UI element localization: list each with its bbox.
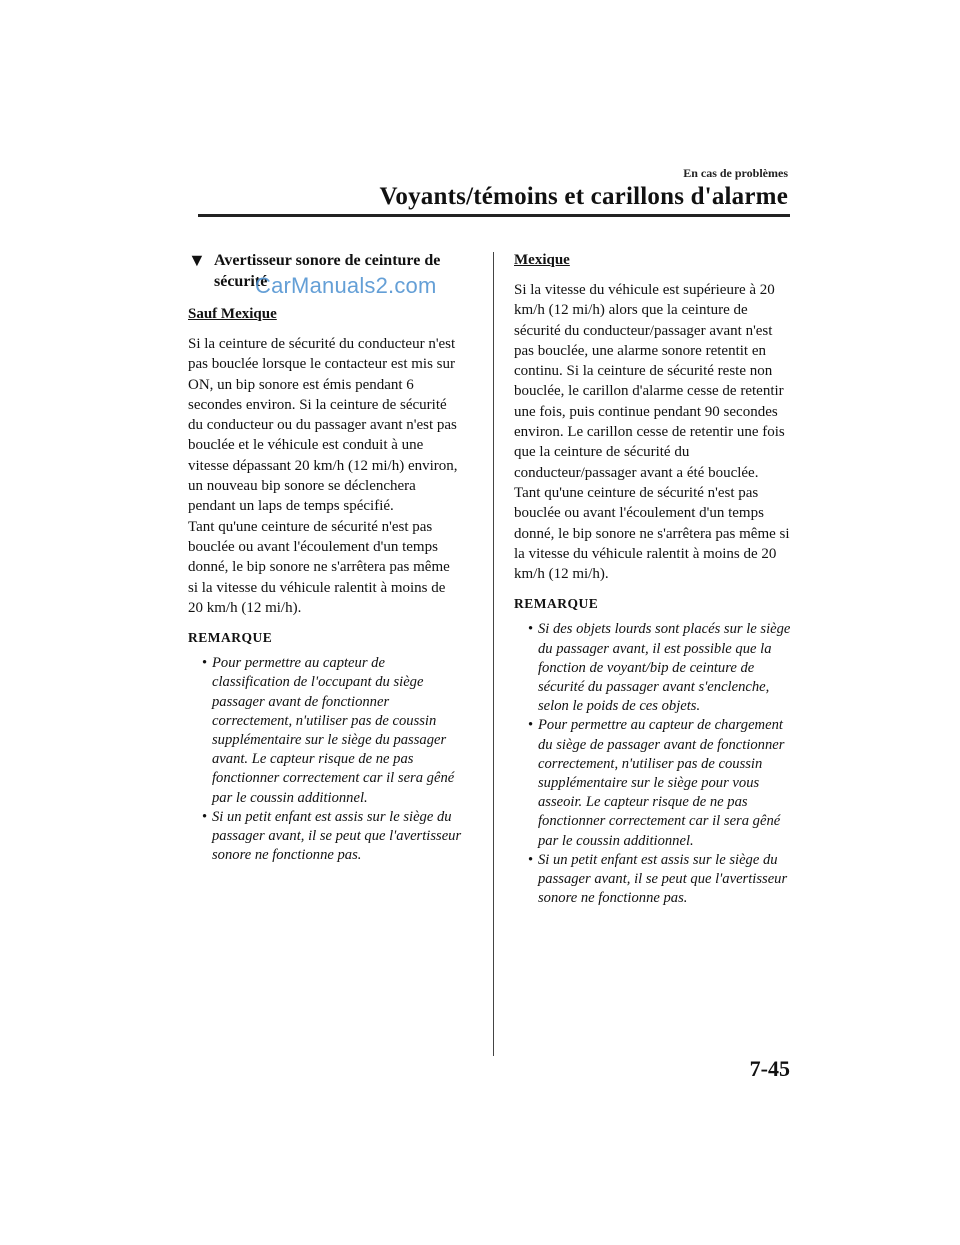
right-note-list	[514, 620, 792, 908]
column-divider	[493, 252, 494, 1056]
bullet-icon: •	[202, 655, 208, 672]
subhead-mexique: Mexique	[514, 252, 570, 268]
note-text: Si un petit enfant est assis sur le siège du passager avant, il se peut que l'avertisseur sonore ne fonctionne pas.	[538, 851, 788, 907]
left-note-title: REMARQUE	[188, 630, 273, 646]
page-number: 7-45	[749, 1056, 790, 1081]
left-paragraph-1: Si la ceinture de sécurité du conducteur n'est pas bouclée lorsque le contacteur est mis sur ON, un bip sonore est émis pendant 6 secondes environ. Si la ceinture de sécurité du conducteur ou du passager avant n'est pas bouclée et le véhicule est conduit à une vitesse dépassant 20 km/h (12 mi/h) environ, un nouveau bip sonore se déclenchera pendant un laps de temps spécifié.	[188, 336, 458, 515]
note-text: Pour permettre au capteur de classification de l'occupant du siège passager avant de fonctionner correctement, n'utiliser pas de coussin supplémentaire sur le siège du passager avant. Le capteur risque de ne pas fonctionner correctement car il sera gêné par le coussin additionnel.	[212, 655, 455, 806]
left-column	[188, 250, 463, 865]
triangle-marker-icon: ▼	[188, 250, 206, 270]
right-paragraph-2: Tant qu'une ceinture de sécurité n'est pas bouclée ou avant l'écoulement d'un temps donné, le bip sonore ne s'arrêtera pas même si la vitesse du véhicule ralentit à moins de 20 km/h (12 mi/h).	[514, 484, 790, 583]
note-item	[514, 716, 792, 850]
note-text: Si un petit enfant est assis sur le siège du passager avant, il se peut que l'avertisseur sonore ne fonctionne pas.	[212, 808, 462, 864]
note-item	[514, 620, 792, 716]
note-item	[188, 654, 463, 808]
watermark-logo: CarManuals2.com	[255, 273, 437, 298]
note-text: Si des objets lourds sont placés sur le siège du passager avant, il est possible que la fonction de voyant/bip de ceinture de sécurité du passager avant s'enclenche, selon le poids de ces objets.	[538, 621, 791, 715]
left-paragraph-2: Tant qu'une ceinture de sécurité n'est pas bouclée ou avant l'écoulement d'un temps donné, le bip sonore ne s'arrêtera pas même si la vitesse du véhicule ralentit à moins de 20 km/h (12 mi/h).	[188, 518, 450, 616]
right-column	[514, 250, 792, 909]
right-paragraph-1: Si la vitesse du véhicule est supérieure à 20 km/h (12 mi/h) alors que la ceinture de sécurité du conducteur/passager avant n'est pas bouclée, une alarme sonore retentit en continu. Si la ceinture de sécurité reste non bouclée, le carillon d'alarme cesse de retentir une fois, puis continue pendant 90 secondes environ. Le carillon cesse de retentir une fois que la ceinture de sécurité du conducteur/passager avant a été bouclée.	[514, 282, 785, 481]
header-section-label: En cas de problèmes	[683, 166, 788, 180]
subhead-sauf-mexique: Sauf Mexique	[188, 306, 277, 322]
right-note-title: REMARQUE	[514, 596, 599, 612]
left-note-list	[188, 654, 463, 865]
bullet-icon: •	[202, 808, 208, 825]
header-rule	[198, 214, 790, 217]
note-item	[514, 851, 792, 909]
note-text: Pour permettre au capteur de chargement du siège de passager avant de fonctionner correctement, n'utiliser pas de coussin supplémentaire sur le siège pour vous asseoir. Le capteur risque de ne pas fonctionner correctement car il sera gêné par le coussin additionnel.	[538, 717, 785, 849]
bullet-icon: •	[528, 717, 534, 734]
page-title: Voyants/témoins et carillons d'alarme	[379, 183, 788, 210]
bullet-icon: •	[528, 621, 534, 638]
note-item	[188, 808, 463, 866]
bullet-icon: •	[528, 851, 534, 868]
section-heading-text: Avertisseur sonore de ceinture de sécurité	[214, 252, 441, 290]
